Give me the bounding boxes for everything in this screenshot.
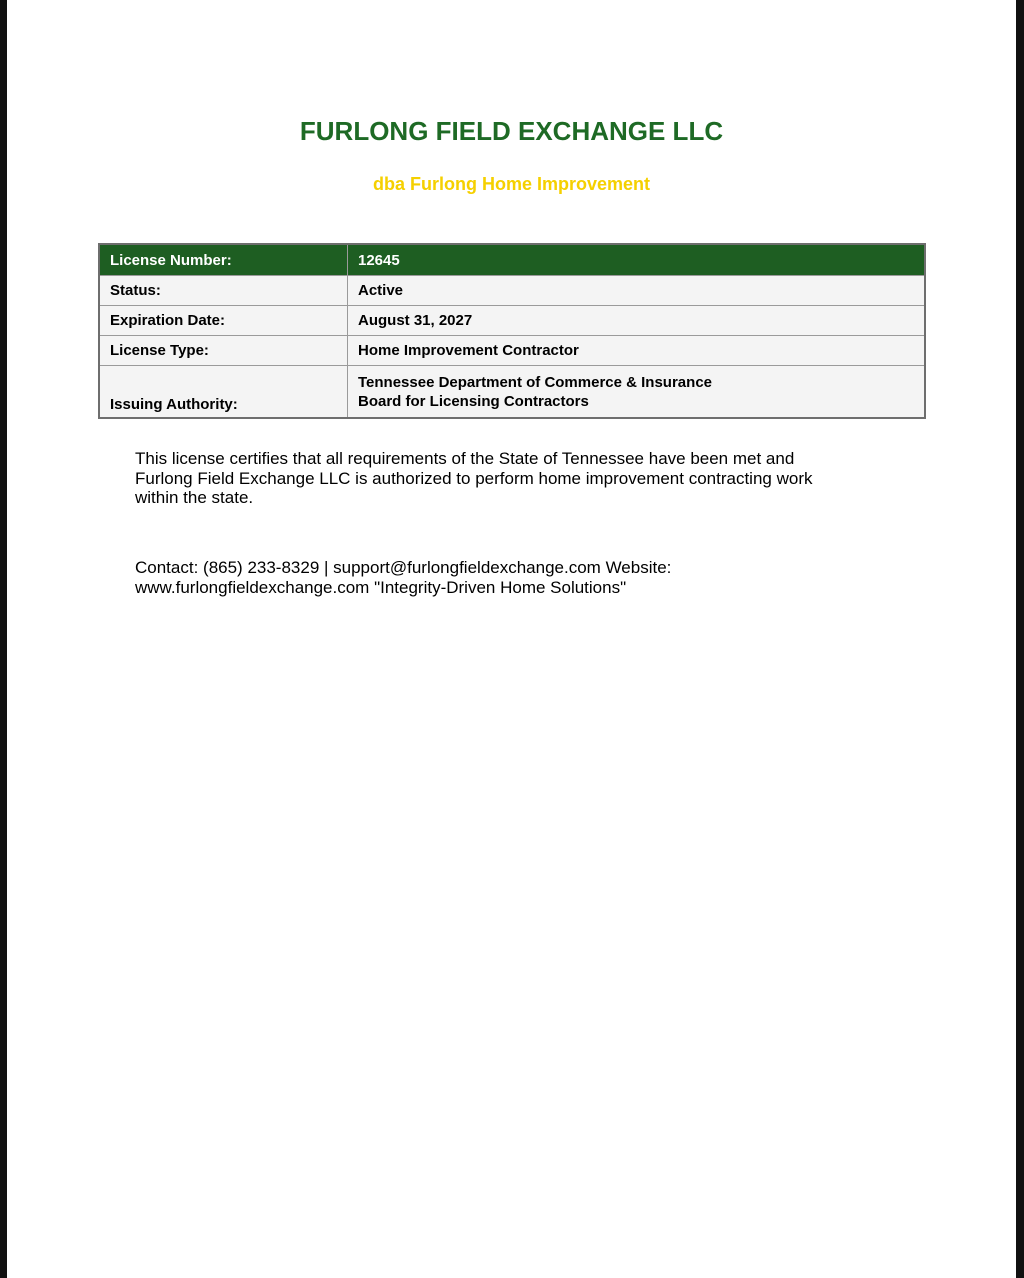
status-value: Active xyxy=(348,276,926,306)
expiration-date-value: August 31, 2027 xyxy=(348,306,926,336)
license-number-label: License Number: xyxy=(99,244,348,276)
certification-line: This license certifies that all requirements of the State of Tennessee have been met and xyxy=(135,449,795,468)
license-type-label: License Type: xyxy=(99,336,348,366)
issuing-authority-line: Tennessee Department of Commerce & Insurance xyxy=(358,373,713,391)
issuing-authority-line: Board for Licensing Contractors xyxy=(358,392,589,410)
table-row xyxy=(99,276,925,306)
certification-paragraph xyxy=(135,449,895,508)
license-type-value: Home Improvement Contractor xyxy=(348,336,926,366)
license-number-value: 12645 xyxy=(348,244,926,276)
expiration-date-label: Expiration Date: xyxy=(99,306,348,336)
status-label: Status: xyxy=(99,276,348,306)
contact-line: www.furlongfieldexchange.com "Integrity-Driven Home Solutions" xyxy=(135,577,627,597)
table-row xyxy=(99,306,925,336)
certification-line: within the state. xyxy=(135,488,254,507)
dba-subtitle: dba Furlong Home Improvement xyxy=(372,174,651,194)
table-row xyxy=(99,336,925,366)
issuing-authority-label: Issuing Authority: xyxy=(99,366,348,419)
table-row xyxy=(99,244,925,276)
contact-line: Contact: (865) 233-8329 | support@furlongfieldexchange.com Website: xyxy=(135,558,672,577)
document-page xyxy=(7,0,1016,1278)
contact-paragraph xyxy=(135,558,895,597)
company-title: FURLONG FIELD EXCHANGE LLC xyxy=(299,116,724,146)
table-row xyxy=(99,366,925,419)
license-details-table xyxy=(98,243,926,419)
certification-line: Furlong Field Exchange LLC is authorized to perform home improvement contracting work xyxy=(135,468,813,488)
issuing-authority-value xyxy=(348,366,926,419)
